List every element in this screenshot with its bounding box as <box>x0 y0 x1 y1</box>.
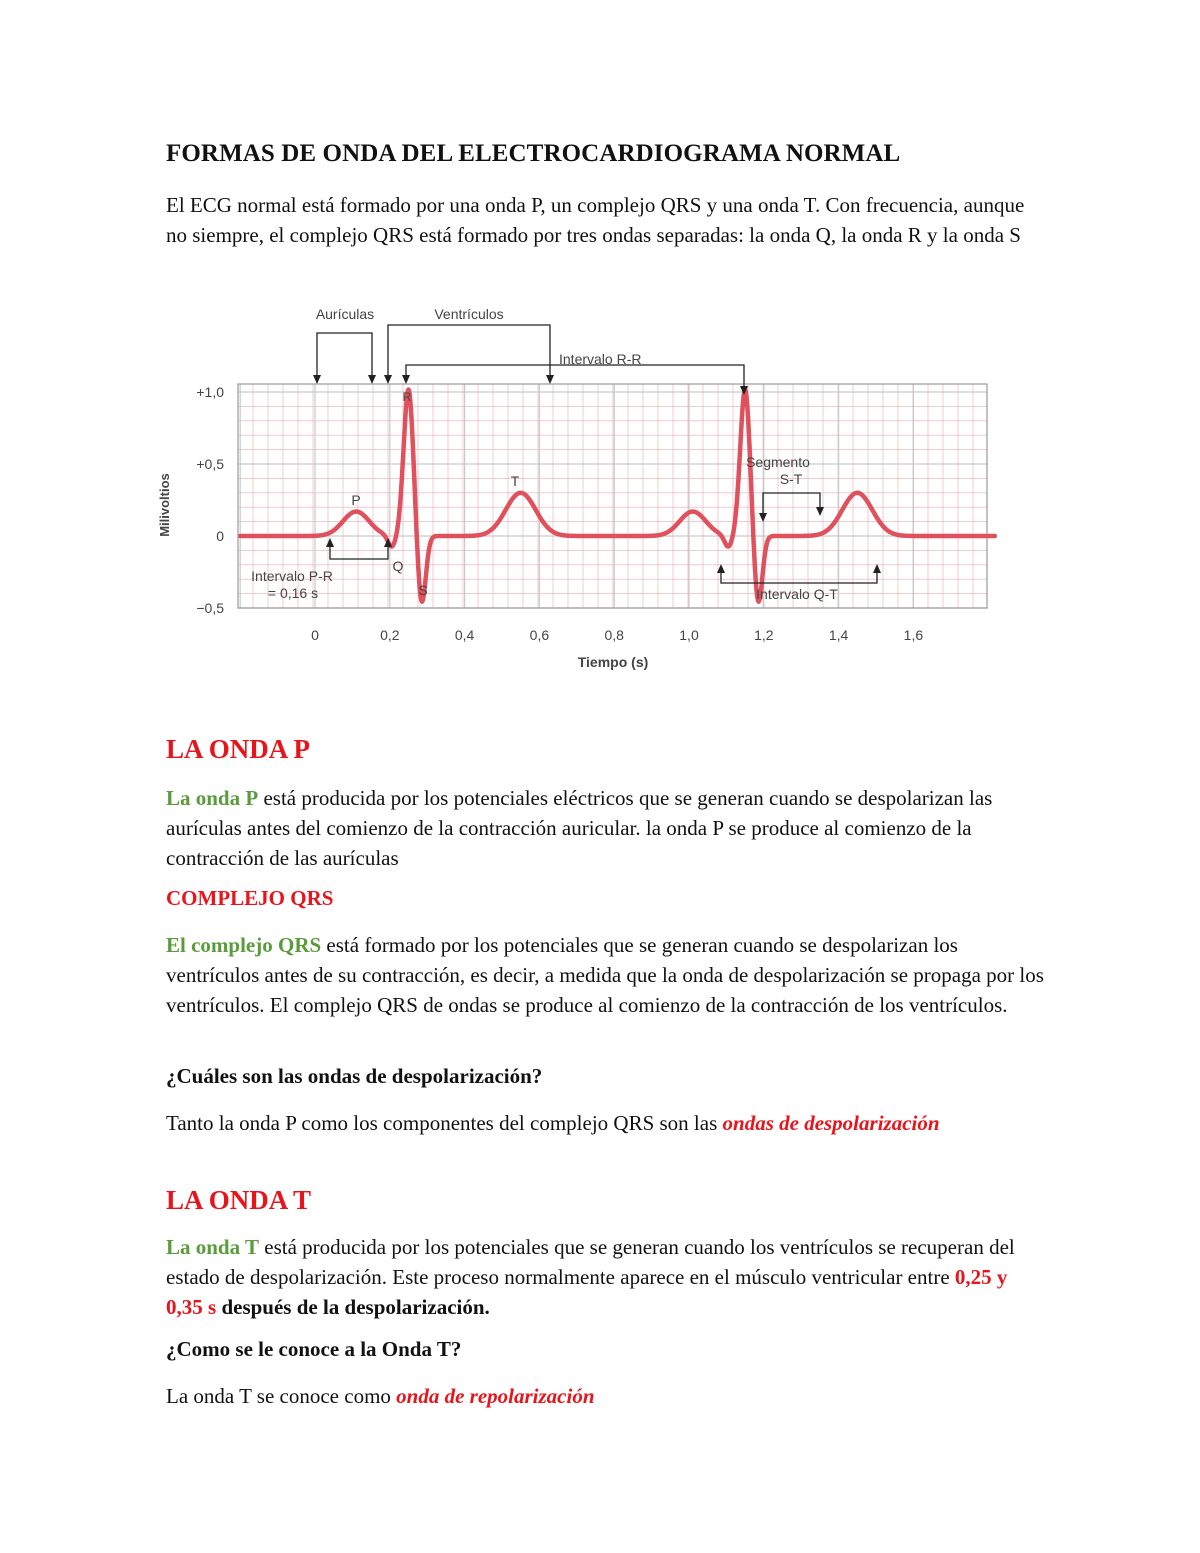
label-wave-t: T <box>510 473 520 489</box>
label-segmento-st: S-T <box>779 471 803 487</box>
label-ventriculos: Ventrículos <box>434 306 504 322</box>
text-onda-p: está producida por los potenciales eléctricos que se generan cuando se despolarizan las aurículas antes del comienzo de la contracción auricular. la onda P se produce al comienzo de la contracción de las aurículas <box>166 786 993 870</box>
document-title: FORMAS DE ONDA DEL ELECTROCARDIOGRAMA NORMAL <box>166 140 901 167</box>
text-complejo-qrs: está formado por los potenciales que se generan cuando se despolarizan los ventrículos antes de su contracción, es decir, a medida que la onda de despolarización se propaga por los ventrículos. El complejo QRS de ondas se produce al comienzo de la contracción de los ventrículos. <box>166 933 1044 1017</box>
answer-despolarizacion-emphasis: ondas de despolarización <box>722 1111 940 1135</box>
arrow-qt-right <box>873 564 881 573</box>
label-wave-q: Q <box>392 558 404 574</box>
x-axis-label: Tiempo (s) <box>577 654 649 670</box>
answer-onda-t <box>166 1381 1046 1411</box>
label-segmento: Segmento <box>746 454 810 470</box>
arrow-pr-left <box>326 538 334 547</box>
answer-despolarizacion <box>166 1108 1046 1138</box>
ecg-figure <box>150 295 1000 680</box>
answer-onda-t-emphasis: onda de repolarización <box>396 1384 595 1408</box>
paragraph-onda-p <box>166 783 1046 873</box>
x-tick-label: 0,8 <box>604 627 624 643</box>
arrow-auriculas-left <box>313 375 321 384</box>
after-onda-t: después de la despolarización. <box>216 1295 490 1319</box>
intro-paragraph: El ECG normal está formado por una onda P, un complejo QRS y una onda T. Con frecuencia, aunque no siempre, el complejo QRS está formado por tres ondas separadas: la onda Q, la onda R y la onda S <box>166 193 1025 247</box>
text-onda-t: está producida por los potenciales que se generan cuando los ventrículos se recuperan del estado de despolarización. Este proceso normalmente aparece en el músculo ventricular entre <box>166 1235 1015 1289</box>
qt-bracket <box>721 571 877 583</box>
paragraph-onda-t <box>166 1232 1046 1322</box>
x-tick-label: 1,6 <box>903 627 924 643</box>
heading-complejo-qrs: COMPLEJO QRS <box>166 886 334 910</box>
x-tick-labels <box>311 627 923 643</box>
arrow-rr-left <box>402 375 410 384</box>
question-despolarizacion: ¿Cuáles son las ondas de despolarización? <box>166 1064 543 1088</box>
answer-onda-t-text: La onda T se conoce como <box>166 1384 397 1408</box>
label-wave-p: P <box>351 492 361 508</box>
question-onda-t: ¿Como se le conoce a la Onda T? <box>166 1337 462 1361</box>
lead-onda-t: La onda T <box>166 1235 259 1259</box>
y-tick-label: +1,0 <box>196 384 224 400</box>
lead-complejo-qrs: El complejo QRS <box>166 933 322 957</box>
y-tick-labels <box>196 384 224 616</box>
label-intervalo-pr: Intervalo P-R <box>251 568 333 584</box>
y-axis-label: Milivoltios <box>157 473 172 537</box>
x-tick-label: 1,2 <box>754 627 774 643</box>
arrow-ventriculos-right <box>546 375 554 384</box>
auriculas-bracket <box>317 333 372 379</box>
x-tick-label: 0,2 <box>380 627 400 643</box>
y-tick-label: −0,5 <box>196 600 224 616</box>
x-tick-label: 1,0 <box>679 627 699 643</box>
y-tick-label: +0,5 <box>196 456 224 472</box>
paragraph-complejo-qrs <box>166 930 1046 1020</box>
arrow-ventriculos-left <box>384 375 392 384</box>
heading-onda-t: LA ONDA T <box>166 1185 312 1215</box>
answer-despolarizacion-text: Tanto la onda P como los componentes del complejo QRS son las <box>166 1111 723 1135</box>
label-intervalo-rr: Intervalo R-R <box>559 351 642 367</box>
heading-onda-p: LA ONDA P <box>166 734 311 764</box>
ventriculos-bracket <box>388 325 550 379</box>
st-bracket <box>763 493 820 516</box>
label-wave-r: R <box>402 390 412 404</box>
label-intervalo-pr-value: = 0,16 s <box>267 585 319 601</box>
y-tick-label: 0 <box>216 528 224 544</box>
arrow-auriculas-right <box>368 375 376 384</box>
label-intervalo-qt: Intervalo Q-T <box>756 586 838 602</box>
lead-onda-p: La onda P <box>166 786 259 810</box>
x-tick-label: 0,4 <box>454 627 475 643</box>
values-onda-t: 0,25 y 0,35 s <box>166 1265 1008 1319</box>
figure-labels <box>251 306 838 602</box>
pr-bracket <box>330 545 388 559</box>
x-tick-label: 1,4 <box>828 627 849 643</box>
label-auriculas: Aurículas <box>315 306 375 322</box>
x-tick-label: 0,6 <box>529 627 550 643</box>
x-tick-label: 0 <box>311 627 319 643</box>
arrow-st-left <box>759 513 767 522</box>
label-wave-s: S <box>418 582 428 598</box>
